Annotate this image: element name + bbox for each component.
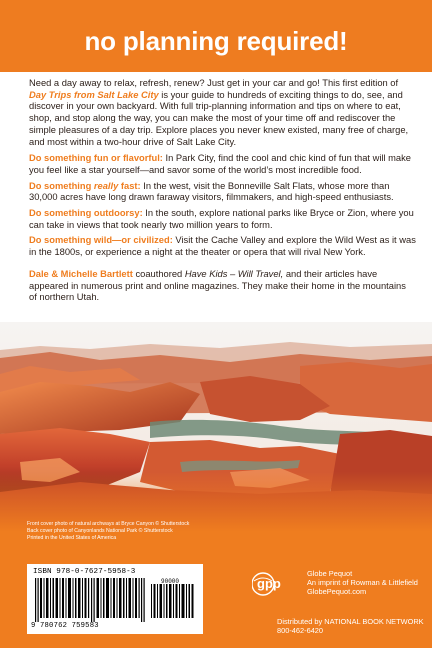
price-code: 90000: [161, 578, 180, 585]
feature-paragraph: [29, 208, 416, 231]
credit-line: Front cover photo of natural archways at Bryce Canyon © Shutterstock: [27, 521, 190, 527]
feature-body: In the west, visit the Bonneville Salt Flats, whose more than 30,000 acres have long drawn faraway visitors, filmmakers, and high-speed enthusiasts.: [29, 180, 394, 203]
isbn-number: ISBN 978-0-7627-5958-3: [33, 568, 136, 576]
book-title: Day Trips from Salt Lake City: [29, 89, 159, 100]
canyon-photo: [0, 322, 432, 532]
publisher-imprint: An imprint of Rowman & Littlefield: [307, 578, 418, 588]
other-book-title: Have Kids – Will Travel,: [184, 268, 284, 279]
logo-text: gpp: [257, 576, 281, 591]
feature-paragraph: [29, 235, 416, 258]
intro-text-pre: Need a day away to relax, refresh, renew? Just get in your car and go! This first edition of: [29, 78, 399, 88]
feature-heading: Do something: [29, 180, 94, 191]
barcode-bars: [33, 578, 197, 622]
feature-paragraph: [29, 153, 416, 176]
credit-line: Printed in the United States of America: [27, 534, 117, 541]
feature-body: In Park City, find the cool and chic kind of fun that will make you feel like a star yourself—and savor some of the world’s most incredible food.: [29, 153, 411, 175]
distributor: Distributed by NATIONAL BOOK NETWORK: [277, 617, 424, 626]
header-band: [0, 0, 432, 72]
feature-body: In the south, explore national parks like Bryce or Zion, where you can take in views that took nearly two million years to form.: [29, 208, 414, 230]
author-names: Dale & Michelle Bartlett: [29, 268, 133, 279]
barcode-digits-left: 780762: [40, 622, 68, 630]
barcode-digits-right: 759583: [71, 622, 99, 630]
publisher-name: Globe Pequot: [307, 569, 353, 578]
bio-text-pre: coauthored: [132, 268, 185, 279]
feature-heading: Do something outdoorsy:: [29, 208, 143, 219]
publisher-site: GlobePequot.com: [307, 587, 367, 597]
barcode-digit-lead: 9: [31, 622, 36, 630]
globe-pequot-logo-icon: [252, 567, 298, 601]
description-panel: [0, 72, 432, 322]
canyon-photo-illustration: [0, 322, 432, 532]
intro-text-post: is your guide to hundreds of exciting things to do, see, and discover in your own backyard. With full trip-planning information and tips on where to eat, shop, and stop along the way, you can make the most of your time off and rediscover the simple pleasures of a day trip. Explore places you never knew existed, many free of charge, and most within a two-hour drive of Salt Lake City.: [29, 89, 409, 147]
feature-heading: Do something fun or flavorful:: [29, 153, 163, 164]
author-bio: [29, 269, 416, 304]
photo-credits: [27, 521, 387, 541]
feature-heading-emphasis: really: [93, 180, 119, 191]
distribution-info: [277, 617, 424, 636]
feature-heading-tail: fast:: [118, 180, 141, 191]
feature-heading: Do something wild—or civilized:: [29, 235, 173, 246]
isbn-barcode: [27, 564, 203, 634]
page-title: no planning required!: [84, 26, 348, 56]
feature-body: Visit the Cache Valley and explore the Wild West as it was in the 1800s, or experience a night at the theater or opera that will rival New York.: [29, 235, 416, 258]
intro-paragraph: [29, 78, 416, 148]
bio-text-post: and their articles have appeared in numerous print and online magazines. They make their home in the mountains of northern Utah.: [29, 268, 406, 303]
barcode-digits: [31, 622, 201, 630]
distributor-phone: 800-462-6420: [277, 626, 324, 636]
credit-line: Back cover photo of Canyonlands National Park © Shutterstock: [27, 527, 173, 534]
feature-paragraph: [29, 181, 416, 204]
publisher-info: [307, 569, 418, 597]
